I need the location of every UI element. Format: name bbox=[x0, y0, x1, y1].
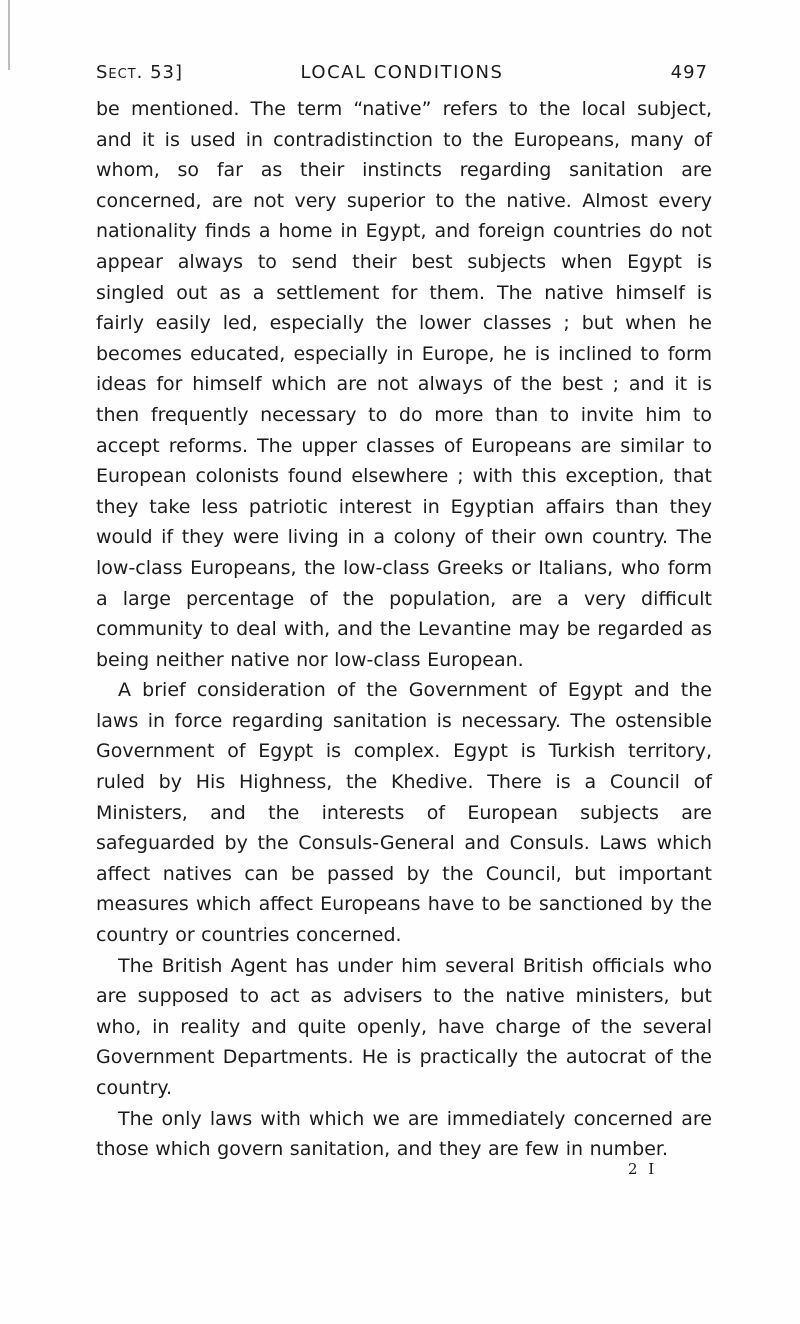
paragraph-government: A brief consideration of the Government of Egypt and the laws in force regarding sanitation is necessary. The ostensible Government of Egypt is complex. Egypt is Turkish territory, ruled by His Highness, the Khedive. There is a Council of Ministers, and the interests of European subjects are safeguarded by the Consuls-General and Consuls. Laws which affect natives can be passed by the Council, but important measures which affect Europeans have to be sanctioned by the country or countries concerned. bbox=[96, 679, 712, 947]
paragraph-continued: be mentioned. The term “native” refers to the local subject, and it is used in contradistinction to the Europeans, many of whom, so far as their instincts regarding sanitation are concerned, are not very superior to the native. Almost every nationality finds a home in Egypt, and foreign countries do not appear always to send their best subjects when Egypt is singled out as a settlement for them. The native himself is fairly easily led, especially the lower classes ; but when he becomes educated, especially in Europe, he is inclined to form ideas for himself which are not always of the best ; and it is then frequently necessary to do more than to invite him to accept reforms. The upper classes of Europeans are similar to European colonists found elsewhere ; with this exception, that they take less patriotic interest in Egyptian affairs than they would if they were living in a colony of their own country. The low-class Europeans, the low-class Greeks or Italians, who form a large percentage of the population, are a very difficult community to deal with, and the Levantine may be regarded as being neither native nor low-class European. bbox=[96, 98, 712, 671]
signature-mark: 2 I bbox=[628, 1160, 658, 1178]
running-head bbox=[96, 62, 708, 92]
body-text bbox=[96, 94, 712, 1165]
paragraph-british-agent: The British Agent has under him several British officials who are supposed to act as advisers to the native ministers, but who, in reality and quite openly, have charge of the several Government Departments. He is practically the autocrat of the country. bbox=[96, 954, 712, 1099]
page-number: 497 bbox=[670, 62, 708, 83]
page-edge-line bbox=[8, 0, 10, 70]
section-reference: Sect. 53] bbox=[96, 62, 184, 83]
paragraph-laws: The only laws with which we are immediately concerned are those which govern sanitation, and they are few in number. bbox=[96, 1107, 712, 1161]
chapter-title: LOCAL CONDITIONS bbox=[300, 62, 504, 83]
